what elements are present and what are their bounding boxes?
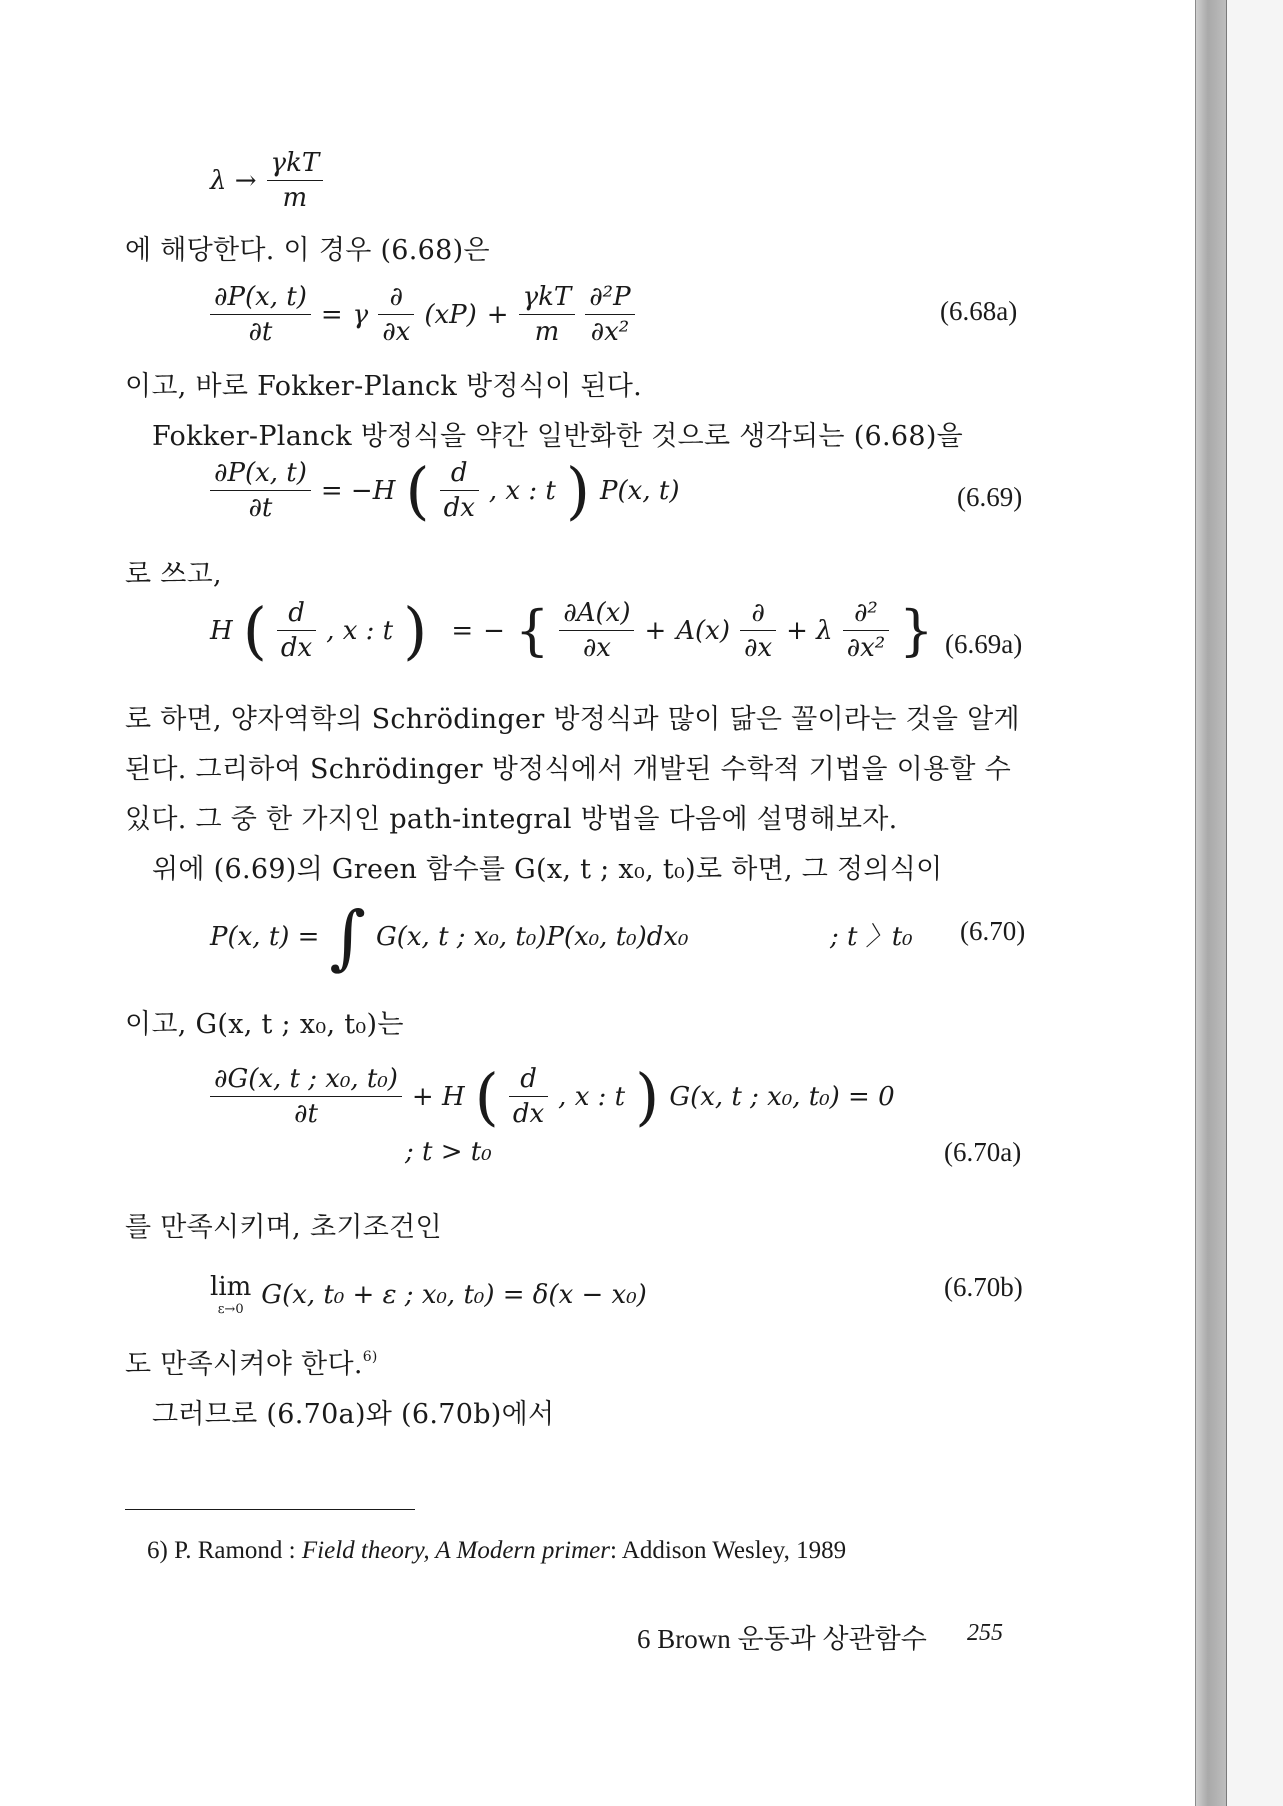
eq669a-b-num: ∂ — [740, 598, 776, 631]
eq670a-rhs: G(x, t ; x₀, t₀) = 0 — [669, 1081, 895, 1112]
equation-6-70 — [210, 896, 689, 978]
equation-number-6-69: (6.69) — [957, 482, 1023, 512]
eq670-integrand: G(x, t ; x₀, t₀)P(x₀, t₀)dx₀ — [375, 922, 689, 952]
eq669a-rparen: ) — [403, 593, 428, 667]
eq669-lhs-den: ∂t — [248, 493, 273, 523]
eq669a-a-num: ∂A(x) — [559, 598, 634, 631]
eq669-d-num: d — [440, 458, 479, 491]
paragraph-10: 를 만족시키며, 초기조건인 — [125, 1212, 442, 1243]
lim-word: lim — [210, 1272, 252, 1302]
paragraph-3: Fokker-Planck 방정식을 약간 일반화한 것으로 생각되는 (6.68)을 — [152, 421, 964, 452]
intro-equation — [210, 148, 323, 213]
eq668a-c-den: m — [534, 317, 560, 347]
footnote-publisher: : Addison Wesley, 1989 — [609, 1537, 847, 1564]
equation-6-69 — [210, 453, 680, 527]
paragraph-7: 있다. 그 중 한 가지인 path-integral 방법을 다음에 설명해보자. — [125, 804, 898, 835]
eq668a-lhs-den: ∂t — [248, 317, 273, 347]
eq670-condition: ; t 〉t₀ — [830, 922, 913, 952]
eq670a-lhs-den: ∂t — [294, 1099, 318, 1129]
paragraph-8: 위에 (6.69)의 Green 함수를 G(x, t ; x₀, t₀)로 하면, 그 정의식이 — [152, 854, 943, 885]
eq669-rhs: P(x, t) — [600, 475, 680, 506]
intro-den: m — [282, 183, 308, 213]
eq668a-d-num: ∂ — [378, 282, 414, 315]
eq668a-c-num: γkT — [519, 282, 576, 315]
eq669-eq: = −H — [320, 475, 396, 506]
eq668a-partial — [378, 282, 414, 347]
footnote-marker: 6) — [147, 1537, 168, 1564]
eq668a-xp: (xP) — [424, 299, 477, 330]
limit-operator — [210, 1272, 251, 1317]
footnote-ref: 6) — [362, 1349, 378, 1365]
paragraph-4: 로 쓰고, — [125, 559, 222, 590]
paragraph-2: 이고, 바로 Fokker-Planck 방정식이 된다. — [125, 371, 643, 402]
eq669a-d-num: d — [277, 598, 316, 631]
eq669a-lparen: ( — [242, 593, 267, 667]
eq669a-plus1: + — [644, 615, 667, 646]
eq668a-plus: + — [486, 299, 509, 330]
eq669a-b — [740, 598, 776, 663]
eq669a-minus: − — [483, 615, 505, 646]
eq670a-d — [509, 1064, 548, 1129]
intro-num: γkT — [267, 148, 324, 181]
eq670a-d-num: d — [509, 1064, 548, 1097]
integral-sign: ∫ — [329, 896, 366, 978]
eq669-lhs — [210, 458, 311, 523]
equation-6-70b — [210, 1272, 647, 1317]
eq669a-d-den: dx — [280, 633, 313, 663]
book-spine — [1196, 0, 1227, 1806]
eq669-d — [440, 458, 479, 523]
lim-subscript: ε→0 — [217, 1302, 244, 1317]
paragraph-12: 그러므로 (6.70a)와 (6.70b)에서 — [152, 1399, 555, 1430]
equation-number-6-70a: (6.70a) — [944, 1137, 1022, 1167]
eq668a-p-num: ∂²P — [585, 282, 634, 315]
eq670a-d-den: dx — [512, 1099, 545, 1129]
eq669a-c — [843, 598, 890, 663]
eq670a-lhs-num: ∂G(x, t ; x₀, t₀) — [210, 1064, 402, 1097]
paragraph-11 — [125, 1342, 378, 1381]
eq670b-body: G(x, t₀ + ε ; x₀, t₀) = δ(x − x₀) — [261, 1279, 647, 1310]
equation-6-70a — [210, 1059, 895, 1133]
background-margin — [1227, 0, 1283, 1806]
eq669a-c-num: ∂² — [843, 598, 890, 631]
paragraph-11-text: 도 만족시켜야 한다. — [125, 1349, 363, 1380]
eq670a-condition: ; t > t₀ — [405, 1137, 492, 1167]
eq669a-args: , x : t — [326, 615, 394, 646]
eq669-args: , x : t — [488, 475, 556, 506]
eq669a-rbrace: } — [899, 598, 934, 662]
eq668a-coef — [519, 282, 576, 347]
eq669a-c-den: ∂x² — [846, 633, 886, 663]
intro-lhs: λ → — [210, 165, 257, 196]
eq668a-lhs-num: ∂P(x, t) — [210, 282, 311, 315]
footnote-6 — [147, 1537, 846, 1565]
eq668a-lhs — [210, 282, 311, 347]
equation-6-68a — [210, 282, 635, 347]
paragraph-1: 에 해당한다. 이 경우 (6.68)은 — [125, 235, 490, 266]
eq670a-plus-h: + H — [411, 1081, 465, 1112]
eq668a-equals: = — [320, 299, 343, 330]
equation-number-6-70b: (6.70b) — [944, 1272, 1023, 1302]
footnote-author: P. Ramond : — [174, 1537, 296, 1564]
footnote-title: Field theory, A Modern primer — [301, 1537, 610, 1564]
equation-number-6-70: (6.70) — [960, 916, 1026, 946]
eq668a-second — [585, 282, 634, 347]
eq668a-p-den: ∂x² — [590, 317, 630, 347]
eq669-lhs-num: ∂P(x, t) — [210, 458, 311, 491]
eq669a-equals: = — [451, 615, 474, 646]
eq669a-ax: A(x) — [676, 615, 730, 646]
eq669-rparen: ) — [565, 453, 591, 527]
eq669a-a — [559, 598, 634, 663]
paragraph-5: 로 하면, 양자역학의 Schrödinger 방정식과 많이 닮은 꼴이라는 것을 알게 — [125, 704, 1020, 735]
eq670a-rparen: ) — [635, 1059, 660, 1133]
eq670a-args: , x : t — [558, 1081, 626, 1112]
paragraph-6: 된다. 그리하여 Schrödinger 방정식에서 개발된 수학적 기법을 이용할 수 — [125, 754, 1012, 785]
equation-number-6-69a: (6.69a) — [945, 629, 1023, 659]
eq670-lhs: P(x, t) = — [210, 922, 320, 952]
footnote-divider — [125, 1509, 415, 1510]
running-footer: 6 Brown 운동과 상관함수 — [637, 1624, 927, 1654]
eq668a-d-den: ∂x — [382, 317, 411, 347]
eq669a-a-den: ∂x — [582, 633, 611, 663]
page-number: 255 — [967, 1620, 1003, 1646]
eq669a-d — [277, 598, 316, 663]
eq669a-b-den: ∂x — [744, 633, 773, 663]
equation-6-69a — [210, 593, 934, 667]
eq669-d-den: dx — [443, 493, 475, 523]
eq669a-h: H — [210, 615, 233, 646]
eq670a-lhs — [210, 1064, 402, 1129]
eq669a-plus2: + λ — [786, 615, 833, 646]
equation-number-6-68a: (6.68a) — [940, 296, 1018, 326]
eq670a-lparen: ( — [474, 1059, 499, 1133]
eq669a-lbrace: { — [514, 598, 550, 662]
eq668a-gamma: γ — [352, 299, 369, 330]
intro-fraction — [267, 148, 324, 213]
paragraph-9: 이고, G(x, t ; x₀, t₀)는 — [125, 1009, 404, 1040]
eq669-lparen: ( — [405, 453, 430, 527]
